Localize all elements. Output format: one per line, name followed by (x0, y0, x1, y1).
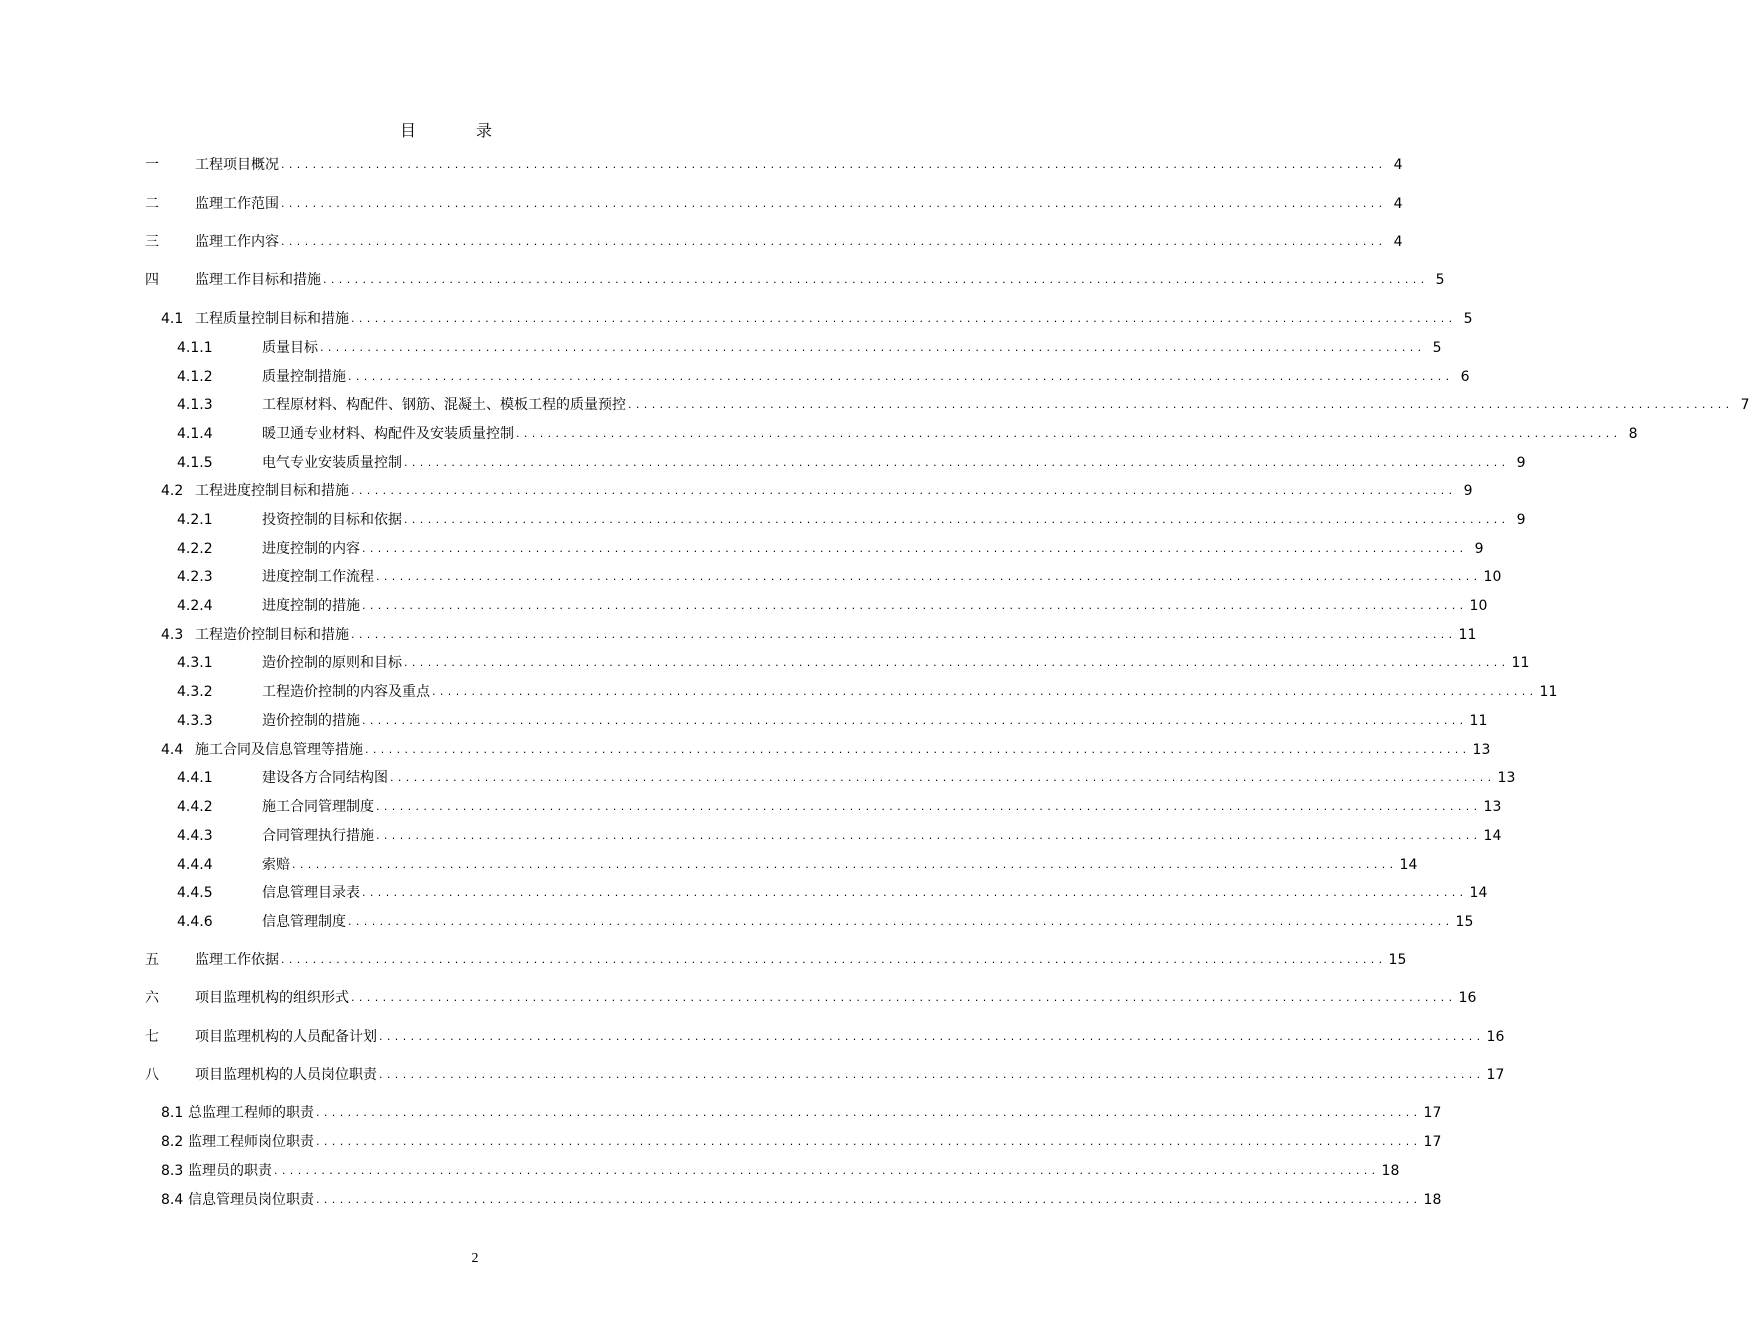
toc-entry[interactable] (145, 155, 1403, 175)
toc-entry-text: 电气专业安装质量控制 (262, 455, 402, 471)
toc-entry-number: 4.1.1 (177, 340, 213, 356)
toc-leader-dots: ............................................................................................................................................ (404, 513, 1510, 526)
toc-entry-text: 监理员的职责 (188, 1163, 272, 1179)
toc-leader-dots: ............................................................................................................................................ (281, 235, 1387, 248)
toc-leader-dots: ............................................................................................................................................ (348, 370, 1454, 383)
toc-entry-page: 5 (1463, 311, 1473, 327)
toc-entry-number: 4.4.5 (177, 885, 213, 901)
toc-entry[interactable] (177, 567, 1502, 587)
toc-entry-number: 二 (145, 196, 159, 212)
toc-leader-dots: ............................................................................................................................................ (390, 771, 1496, 784)
toc-entry-number: 4.1.2 (177, 369, 213, 385)
toc-entry-text: 监理工作依据 (195, 952, 279, 968)
toc-entry-number: 8.2 (161, 1134, 184, 1150)
toc-entry-number: 4.2 (161, 483, 184, 499)
toc-leader-dots: ............................................................................................................................................ (365, 743, 1471, 756)
toc-title: 目 录 (399, 121, 514, 140)
toc-entry-page: 11 (1469, 713, 1488, 729)
toc-entry-number: 4.4.6 (177, 914, 213, 930)
toc-entry-number: 八 (145, 1067, 159, 1083)
toc-entry-text: 项目监理机构的组织形式 (195, 990, 349, 1006)
toc-entry-text: 项目监理机构的人员配备计划 (195, 1029, 377, 1045)
toc-entry[interactable] (177, 653, 1530, 673)
toc-entry-number: 4.1 (161, 311, 184, 327)
toc-entry[interactable] (177, 912, 1474, 932)
toc-entry-text: 信息管理目录表 (262, 885, 360, 901)
toc-entry-number: 四 (145, 272, 159, 288)
toc-entry[interactable] (161, 1161, 1400, 1181)
toc-entry-page: 17 (1486, 1067, 1505, 1083)
toc-entry-text: 项目监理机构的人员岗位职责 (195, 1067, 377, 1083)
toc-entry-text: 工程进度控制目标和措施 (195, 483, 349, 499)
toc-entry-text: 造价控制的措施 (262, 713, 360, 729)
toc-entry-number: 三 (145, 234, 159, 250)
toc-entry-number: 七 (145, 1029, 159, 1045)
toc-entry[interactable] (177, 682, 1558, 702)
toc-entry-text: 工程造价控制的内容及重点 (262, 684, 430, 700)
toc-entry-page: 17 (1423, 1134, 1442, 1150)
toc-leader-dots: ............................................................................................................................................ (404, 656, 1510, 669)
toc-entry[interactable] (161, 1190, 1442, 1210)
toc-entry-text: 投资控制的目标和依据 (262, 512, 402, 528)
toc-entry-text: 信息管理制度 (262, 914, 346, 930)
toc-entry-text: 监理工作目标和措施 (195, 272, 321, 288)
toc-entry-number: 4.1.3 (177, 397, 213, 413)
toc-leader-dots: ............................................................................................................................................ (376, 800, 1482, 813)
toc-entry-page: 16 (1486, 1029, 1505, 1045)
toc-entry-text: 监理工作内容 (195, 234, 279, 250)
toc-leader-dots: ............................................................................................................................................ (379, 1068, 1485, 1081)
toc-entry-text: 进度控制的措施 (262, 598, 360, 614)
toc-entry-page: 14 (1469, 885, 1488, 901)
toc-entry-text: 工程造价控制目标和措施 (195, 627, 349, 643)
toc-leader-dots: ............................................................................................................................................ (362, 886, 1468, 899)
toc-entry[interactable] (161, 1132, 1442, 1152)
toc-entry-text: 质量控制措施 (262, 369, 346, 385)
toc-entry-page: 4 (1393, 234, 1403, 250)
toc-leader-dots: ............................................................................................................................................ (376, 829, 1482, 842)
toc-entry-text: 工程原材料、构配件、钢筋、混凝土、模板工程的质量预控 (262, 397, 626, 413)
toc-entry[interactable] (161, 625, 1477, 645)
toc-leader-dots: ............................................................................................................................................ (323, 273, 1429, 286)
toc-entry[interactable] (145, 270, 1445, 290)
toc-leader-dots: ............................................................................................................................................ (281, 158, 1387, 171)
toc-entry-page: 13 (1483, 799, 1502, 815)
toc-entry-page: 11 (1511, 655, 1530, 671)
page-number: 2 (471, 1251, 479, 1266)
toc-entry[interactable] (177, 826, 1502, 846)
toc-entry-number: 4.2.1 (177, 512, 213, 528)
toc-entry-page: 4 (1393, 196, 1403, 212)
toc-entry[interactable] (177, 797, 1502, 817)
toc-entry-text: 监理工作范围 (195, 196, 279, 212)
toc-entry-number: 六 (145, 990, 159, 1006)
toc-entry-page: 6 (1460, 369, 1470, 385)
toc-leader-dots: ............................................................................................................................................ (316, 1193, 1422, 1206)
toc-entry-text: 工程质量控制目标和措施 (195, 311, 349, 327)
toc-entry-number: 8.1 (161, 1105, 184, 1121)
toc-entry-number: 4.1.5 (177, 455, 213, 471)
toc-entry-page: 17 (1423, 1105, 1442, 1121)
toc-entry[interactable] (177, 855, 1418, 875)
toc-entry-text: 造价控制的原则和目标 (262, 655, 402, 671)
toc-entry-page: 10 (1483, 569, 1502, 585)
toc-entry-page: 18 (1381, 1163, 1400, 1179)
toc-entry[interactable] (145, 988, 1477, 1008)
toc-entry[interactable] (161, 740, 1491, 760)
toc-entry[interactable] (161, 309, 1473, 329)
toc-entry-page: 9 (1516, 455, 1526, 471)
toc-entry[interactable] (177, 395, 1750, 415)
toc-entry[interactable] (145, 194, 1403, 214)
toc-entry-text: 进度控制的内容 (262, 541, 360, 557)
toc-entry[interactable] (177, 711, 1488, 731)
toc-leader-dots: ............................................................................................................................................ (379, 1030, 1485, 1043)
toc-leader-dots: ............................................................................................................................................ (281, 197, 1387, 210)
toc-leader-dots: ............................................................................................................................................ (351, 312, 1457, 325)
toc-entry-page: 9 (1516, 512, 1526, 528)
toc-leader-dots: ............................................................................................................................................ (362, 542, 1468, 555)
toc-leader-dots: ............................................................................................................................................ (376, 570, 1482, 583)
toc-entry[interactable] (177, 596, 1488, 616)
toc-entry-number: 一 (145, 157, 159, 173)
toc-entry-page: 16 (1458, 990, 1477, 1006)
toc-entry[interactable] (145, 1065, 1505, 1085)
toc-entry[interactable] (161, 1103, 1442, 1123)
toc-entry[interactable] (177, 768, 1516, 788)
toc-entry-number: 4.4.1 (177, 770, 213, 786)
toc-entry-page: 7 (1740, 397, 1750, 413)
toc-entry[interactable] (177, 510, 1526, 530)
toc-entry-text: 建设各方合同结构图 (262, 770, 388, 786)
toc-entry-text: 进度控制工作流程 (262, 569, 374, 585)
toc-entry[interactable] (177, 338, 1442, 358)
toc-leader-dots: ............................................................................................................................................ (628, 398, 1734, 411)
toc-entry[interactable] (145, 1027, 1505, 1047)
toc-entry-page: 10 (1469, 598, 1488, 614)
toc-leader-dots: ............................................................................................................................................ (432, 685, 1538, 698)
toc-entry[interactable] (177, 367, 1470, 387)
toc-entry-number: 五 (145, 952, 159, 968)
toc-leader-dots: ............................................................................................................................................ (316, 1135, 1422, 1148)
toc-entry-text: 索赔 (262, 857, 290, 873)
toc-entry-page: 15 (1455, 914, 1474, 930)
toc-entry-page: 5 (1435, 272, 1445, 288)
toc-entry[interactable] (177, 453, 1526, 473)
toc-entry-page: 5 (1432, 340, 1442, 356)
toc-entry-page: 11 (1539, 684, 1558, 700)
toc-entry[interactable] (145, 232, 1403, 252)
toc-entry-text: 合同管理执行措施 (262, 828, 374, 844)
toc-entry[interactable] (177, 539, 1484, 559)
toc-entry-text: 工程项目概况 (195, 157, 279, 173)
toc-leader-dots: ............................................................................................................................................ (516, 427, 1622, 440)
toc-entry-number: 4.3.1 (177, 655, 213, 671)
toc-entry-text: 施工合同及信息管理等措施 (195, 742, 363, 758)
toc-leader-dots: ............................................................................................................................................ (404, 456, 1510, 469)
toc-entry-text: 总监理工程师的职责 (188, 1105, 314, 1121)
toc-entry-number: 4.2.4 (177, 598, 213, 614)
toc-entry-text: 质量目标 (262, 340, 318, 356)
toc-leader-dots: ............................................................................................................................................ (281, 953, 1387, 966)
toc-entry-number: 4.4.3 (177, 828, 213, 844)
toc-leader-dots: ............................................................................................................................................ (348, 915, 1454, 928)
toc-leader-dots: ............................................................................................................................................ (351, 991, 1457, 1004)
toc-entry-number: 4.4 (161, 742, 184, 758)
toc-leader-dots: ............................................................................................................................................ (351, 628, 1457, 641)
toc-entry-page: 9 (1474, 541, 1484, 557)
toc-entry-text: 施工合同管理制度 (262, 799, 374, 815)
toc-entry-number: 4.2.2 (177, 541, 213, 557)
toc-leader-dots: ............................................................................................................................................ (316, 1106, 1422, 1119)
toc-entry-page: 11 (1458, 627, 1477, 643)
toc-entry-number: 8.4 (161, 1192, 184, 1208)
toc-leader-dots: ............................................................................................................................................ (351, 484, 1457, 497)
toc-entry-number: 4.4.4 (177, 857, 213, 873)
toc-entry-number: 8.3 (161, 1163, 184, 1179)
toc-entry[interactable] (177, 883, 1488, 903)
toc-leader-dots: ............................................................................................................................................ (274, 1164, 1380, 1177)
toc-leader-dots: ............................................................................................................................................ (362, 599, 1468, 612)
toc-entry-page: 13 (1472, 742, 1491, 758)
toc-entry-page: 18 (1423, 1192, 1442, 1208)
toc-entry-page: 13 (1497, 770, 1516, 786)
toc-entry-number: 4.1.4 (177, 426, 213, 442)
toc-entry-number: 4.3.2 (177, 684, 213, 700)
toc-leader-dots: ............................................................................................................................................ (362, 714, 1468, 727)
toc-entry-text: 信息管理员岗位职责 (188, 1192, 314, 1208)
toc-entry-page: 15 (1388, 952, 1407, 968)
toc-leader-dots: ............................................................................................................................................ (292, 858, 1398, 871)
toc-entry-number: 4.3 (161, 627, 184, 643)
toc-entry-page: 9 (1463, 483, 1473, 499)
toc-entry-page: 14 (1483, 828, 1502, 844)
toc-entry-page: 4 (1393, 157, 1403, 173)
toc-entry-page: 14 (1399, 857, 1418, 873)
toc-entry-text: 监理工程师岗位职责 (188, 1134, 314, 1150)
toc-entry-number: 4.3.3 (177, 713, 213, 729)
toc-entry-number: 4.4.2 (177, 799, 213, 815)
toc-entry-page: 8 (1628, 426, 1638, 442)
toc-entry-number: 4.2.3 (177, 569, 213, 585)
toc-entry[interactable] (177, 424, 1638, 444)
toc-entry[interactable] (161, 481, 1473, 501)
toc-leader-dots: ............................................................................................................................................ (320, 341, 1426, 354)
toc-entry[interactable] (145, 950, 1407, 970)
toc-entry-text: 暖卫通专业材料、构配件及安装质量控制 (262, 426, 514, 442)
